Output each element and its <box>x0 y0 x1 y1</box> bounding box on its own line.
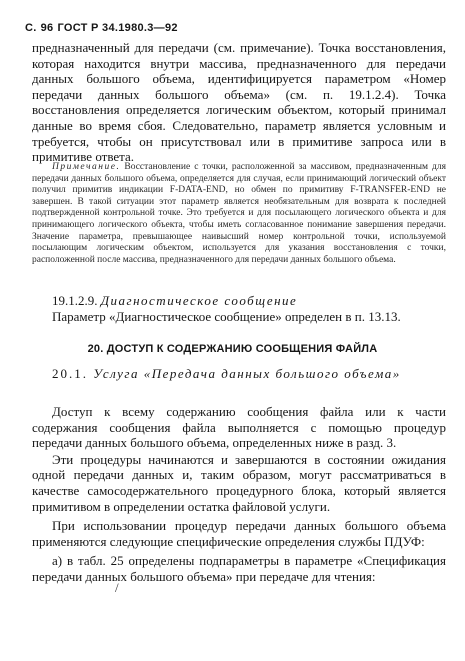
page-header <box>25 22 182 34</box>
subsection-text: Параметр «Диагностическое сообщение» определен в п. 13.13. <box>52 308 401 324</box>
note-text: Восстановление с точки, расположенной за массивом, предназначенным для передачи данных большого объема, определяется для случая, если принимающий логический объект получил примитив индикации F-DATA-END, но обмен по примитиву F-TRANSFER-END не завершен. В такой ситуации этот параметр является необязательным для возврата к последней подтвержденной контрольной точке. Это требуется и для посылающего логического объекта и для принимающего логического объекта, чтобы иметь согласованное понимание завершения передачи. Значение параметра, превышающее наивысший номер контрольной точки, используемой посылающим логическим объектом, используется для указания восстановления с точки, расположенной после массива, предназначенного для передачи данных большого объема. <box>32 162 446 265</box>
intro-paragraph: предназначенный для передачи (см. примечание). Точка восстановления, которая находится внутри массива, предназначенного для передачи данных большого объема, идентифицируется параметром «Номер передачи данных большого объема» (см. п. 19.1.2.4). Точка восстановления определяется логическим объектом, который принимал данные во время сбоя. Следовательно, параметр является условным и требуется, чтобы он присутствовал или в примитиве запроса или в примитиве ответа. <box>32 40 446 165</box>
service-title: Услуга «Передача данных большого объема» <box>93 366 401 381</box>
subsection-number: 19.1.2.9. <box>52 293 98 308</box>
standard-code: ГОСТ Р 34.1980.3—92 <box>57 22 178 34</box>
paragraph-2: Эти процедуры начинаются и завершаются в состоянии ожидания одной передачи данных и, таким образом, могут рассматриваться в качестве самосодержательного процедурного блока, который является примитивом в определении остатка файловой услуги. <box>32 451 446 514</box>
subsection-title: Диагностическое сообщение <box>100 293 298 308</box>
paragraph-3: При использовании процедур передачи данных большого объема применяются следующие специфические определения службы ПДУФ: <box>32 518 446 549</box>
note-block <box>32 162 446 266</box>
paragraph-4: а) в табл. 25 определены подпараметры в параметре «Спецификация передачи данных большого объема» при передаче для чтения: <box>32 553 446 584</box>
paragraph-1: Доступ к всему содержанию сообщения файла или к части содержания сообщения файла выполняется с помощью процедур передачи данных большого объема, определенных ниже в разд. 3. <box>32 404 446 451</box>
subsection-block <box>32 293 446 324</box>
note-paragraph <box>32 162 446 266</box>
subsection-title-line <box>32 293 446 309</box>
service-heading-block <box>32 366 446 382</box>
section-mark: С. <box>25 22 37 34</box>
margin-mark: / <box>115 580 119 595</box>
body-paragraphs <box>32 404 446 585</box>
intro-block <box>32 40 446 165</box>
page-number: 96 <box>40 22 54 34</box>
service-number: 20.1. <box>52 366 88 381</box>
note-label: Примечание. <box>52 162 121 172</box>
section-heading: 20. ДОСТУП К СОДЕРЖАНИЮ СООБЩЕНИЯ ФАЙЛА <box>87 343 378 355</box>
service-heading <box>32 366 446 382</box>
